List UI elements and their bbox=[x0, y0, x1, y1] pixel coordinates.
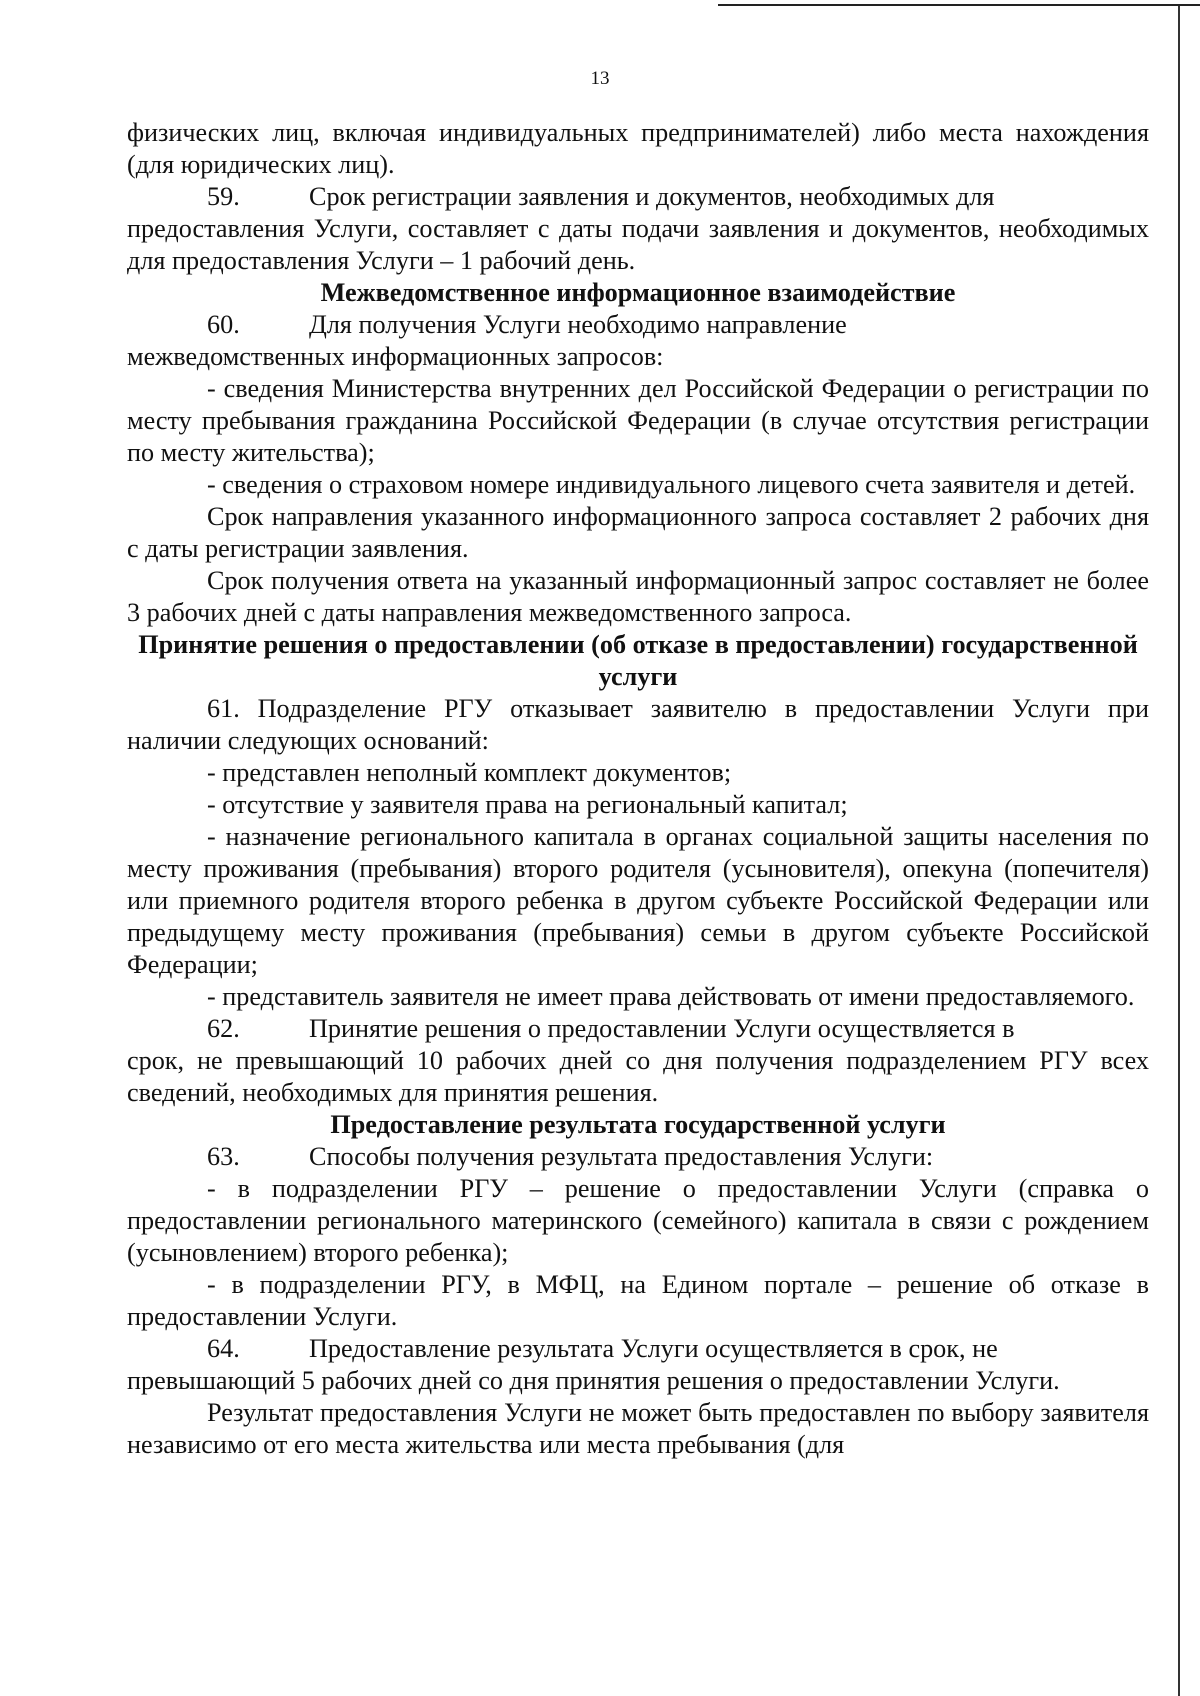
paragraph-number: 59. bbox=[207, 182, 240, 211]
paragraph: - отсутствие у заявителя права на региональный капитал; bbox=[207, 790, 848, 819]
paragraph: - сведения Министерства внутренних дел Российской Федерации о регистрации по месту пребывания гражданина Российской Федерации (в случае отсутствия регистрации по месту жительства); bbox=[127, 374, 1149, 467]
paragraph-continuation: превышающий 5 рабочих дней со дня принятия решения о предоставлении Услуги. bbox=[127, 1366, 1060, 1395]
numbered-paragraph bbox=[127, 181, 1149, 277]
paragraph-number: 60. bbox=[207, 310, 240, 339]
paragraph-continuation: межведомственных информационных запросов: bbox=[127, 342, 664, 371]
section-heading: Межведомственное информационное взаимодействие bbox=[320, 278, 956, 307]
paragraph: - назначение регионального капитала в органах социальной защиты населения по месту проживания (пребывания) второго родителя (усыновителя), опекуна (попечителя) или приемного родителя второго ребенка в другом субъекте Российской Федерации или предыдущему месту проживания (пребывания) семьи в другом субъекте Российской Федерации; bbox=[127, 822, 1149, 979]
numbered-paragraph bbox=[127, 1141, 1149, 1173]
paragraph-first-line-text: Предоставление результата Услуги осуществляется в срок, не bbox=[309, 1334, 998, 1363]
paragraph-first-line-text: Принятие решения о предоставлении Услуги осуществляется в bbox=[309, 1014, 1015, 1043]
paragraph-continuation: срок, не превышающий 10 рабочих дней со дня получения подразделением РГУ всех сведений, необходимых для принятия решения. bbox=[127, 1046, 1149, 1107]
numbered-paragraph-first-line bbox=[127, 181, 1149, 213]
paragraph: Срок направления указанного информационного запроса составляет 2 рабочих дня с даты регистрации заявления. bbox=[127, 502, 1149, 563]
page-number: 13 bbox=[590, 68, 610, 89]
paragraph: физических лиц, включая индивидуальных предпринимателей) либо места нахождения (для юридических лиц). bbox=[127, 118, 1149, 179]
paragraph: - сведения о страховом номере индивидуального лицевого счета заявителя и детей. bbox=[207, 470, 1136, 499]
numbered-paragraph bbox=[127, 309, 1149, 373]
numbered-paragraph bbox=[127, 1333, 1149, 1397]
paragraph-number: 62. bbox=[207, 1014, 240, 1043]
paragraph: - в подразделении РГУ, в МФЦ, на Едином портале – решение об отказе в предоставлении Услуги. bbox=[127, 1270, 1149, 1331]
paragraph: - в подразделении РГУ – решение о предоставлении Услуги (справка о предоставлении регионального материнского (семейного) капитала в связи с рождением (усыновлением) второго ребенка); bbox=[127, 1174, 1149, 1267]
numbered-paragraph-first-line bbox=[127, 1141, 1149, 1173]
numbered-paragraph-first-line bbox=[127, 1333, 1149, 1365]
paragraph: Результат предоставления Услуги не может быть предоставлен по выбору заявителя независимо от его места жительства или места пребывания (для bbox=[127, 1398, 1149, 1459]
paragraph-first-line-text: Срок регистрации заявления и документов, необходимых для bbox=[309, 182, 995, 211]
numbered-paragraph-first-line bbox=[127, 309, 1149, 341]
section-heading: Принятие решения о предоставлении (об отказе в предоставлении) государственной услуги bbox=[138, 630, 1138, 691]
paragraph: 61. Подразделение РГУ отказывает заявителю в предоставлении Услуги при наличии следующих оснований: bbox=[127, 694, 1149, 755]
paragraph-number: 63. bbox=[207, 1142, 240, 1171]
paragraph-first-line-text: Способы получения результата предоставления Услуги: bbox=[309, 1142, 934, 1171]
scan-edge-top bbox=[718, 4, 1200, 6]
paragraph-continuation: предоставления Услуги, составляет с даты подачи заявления и документов, необходимых для предоставления Услуги – 1 рабочий день. bbox=[127, 214, 1149, 275]
numbered-paragraph bbox=[127, 1013, 1149, 1109]
paragraph-first-line-text: Для получения Услуги необходимо направление bbox=[309, 310, 847, 339]
paragraph-number: 64. bbox=[207, 1334, 240, 1363]
paragraph: - представитель заявителя не имеет права действовать от имени предоставляемого. bbox=[207, 982, 1135, 1011]
paragraph: Срок получения ответа на указанный информационный запрос составляет не более 3 рабочих дней с даты направления межведомственного запроса. bbox=[127, 566, 1149, 627]
scan-edge-right bbox=[1178, 6, 1180, 1696]
paragraph: - представлен неполный комплект документов; bbox=[207, 758, 732, 787]
numbered-paragraph-first-line bbox=[127, 1013, 1149, 1045]
section-heading: Предоставление результата государственной услуги bbox=[330, 1110, 946, 1139]
document-body bbox=[127, 117, 1149, 1461]
